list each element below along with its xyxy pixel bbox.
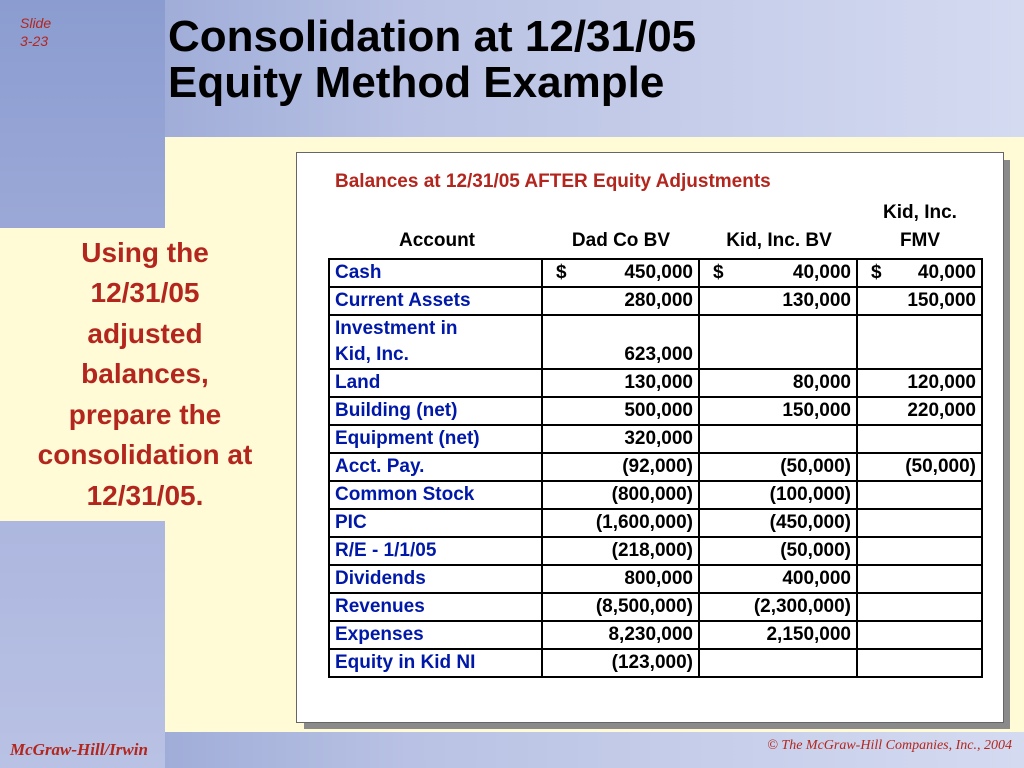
value: (50,000) [780, 540, 851, 561]
kid-bv-cell [699, 287, 857, 315]
account-label: Land [335, 372, 381, 393]
header-kid-fmv-line2: FMV [899, 230, 941, 251]
value: 130,000 [624, 372, 693, 393]
account-label: Equipment (net) [335, 428, 480, 449]
currency-symbol [705, 510, 713, 536]
currency-symbol [548, 566, 556, 592]
question-text [38, 233, 253, 517]
kid-fmv-cell [857, 453, 982, 481]
value: 450,000 [624, 262, 693, 283]
question-line: 12/31/05. [86, 479, 204, 511]
value: 280,000 [624, 290, 693, 311]
account-label: Acct. Pay. [335, 456, 425, 477]
currency-symbol [548, 622, 556, 648]
value: 623,000 [624, 344, 693, 365]
table-row [329, 565, 982, 593]
value: 500,000 [624, 400, 693, 421]
account-label: Dividends [335, 568, 426, 589]
kid-bv-cell [699, 259, 857, 287]
account-label: Investment in [335, 318, 458, 339]
question-line: prepare the [68, 398, 222, 430]
kid-bv-cell [699, 397, 857, 425]
table-row [329, 481, 982, 509]
value: (50,000) [905, 456, 976, 477]
currency-symbol [705, 538, 713, 564]
currency-symbol: $ [556, 262, 567, 283]
value: 320,000 [624, 428, 693, 449]
currency-symbol [548, 398, 556, 424]
value: (2,300,000) [753, 596, 851, 617]
kid-fmv-cell [857, 287, 982, 315]
kid-bv-cell [699, 593, 857, 621]
account-cell [329, 481, 542, 509]
question-box [0, 228, 290, 521]
kid-bv-cell [699, 537, 857, 565]
currency-symbol [548, 538, 556, 564]
account-label: R/E - 1/1/05 [335, 540, 437, 561]
header-kid-fmv-line1: Kid, Inc. [883, 202, 957, 223]
value: 400,000 [782, 568, 851, 589]
currency-symbol [548, 594, 556, 620]
table-title: Balances at 12/31/05 AFTER Equity Adjustments [335, 171, 771, 192]
title-line-2: Equity Method Example [168, 58, 665, 107]
question-line: balances, [81, 358, 209, 390]
value: (800,000) [611, 484, 693, 505]
currency-symbol [548, 454, 556, 480]
value: 40,000 [792, 262, 851, 283]
dad-bv-cell [542, 621, 699, 649]
value: (100,000) [769, 484, 851, 505]
slide-label: Slide [20, 15, 52, 31]
account-label: Equity in Kid NI [335, 652, 476, 673]
header-dad-bv: Dad Co BV [571, 230, 671, 251]
dad-bv-cell [542, 481, 699, 509]
table-panel [296, 152, 1004, 723]
account-label: Building (net) [335, 400, 458, 421]
slide-number [20, 14, 51, 50]
account-cell [329, 287, 542, 315]
account-cell [329, 537, 542, 565]
table-row [329, 453, 982, 481]
table-row [329, 537, 982, 565]
account-label: Expenses [335, 624, 424, 645]
dad-bv-cell [542, 649, 699, 677]
table-row [329, 509, 982, 537]
dad-bv-cell [542, 369, 699, 397]
balances-table-body [329, 259, 982, 677]
question-line: 12/31/05 [90, 277, 200, 309]
value: 8,230,000 [608, 624, 693, 645]
value: 220,000 [907, 400, 976, 421]
table-row [329, 593, 982, 621]
question-line: Using the [81, 236, 209, 268]
kid-bv-cell [699, 453, 857, 481]
currency-symbol [705, 482, 713, 508]
dad-bv-cell [542, 287, 699, 315]
currency-symbol [705, 566, 713, 592]
kid-fmv-cell [857, 369, 982, 397]
currency-symbol [548, 426, 556, 452]
value: 800,000 [624, 568, 693, 589]
dad-bv-cell [542, 453, 699, 481]
kid-bv-cell [699, 509, 857, 537]
table-row [329, 369, 982, 397]
kid-bv-cell [699, 315, 857, 369]
kid-bv-cell [699, 565, 857, 593]
table-row [329, 259, 982, 287]
currency-symbol [548, 650, 556, 676]
currency-symbol: $ [871, 262, 882, 283]
table-row [329, 621, 982, 649]
currency-symbol [863, 454, 871, 480]
dad-bv-cell [542, 315, 699, 369]
value: 2,150,000 [766, 624, 851, 645]
header-kid-bv: Kid, Inc. BV [726, 230, 832, 251]
currency-symbol [705, 454, 713, 480]
account-cell [329, 509, 542, 537]
account-cell [329, 397, 542, 425]
kid-fmv-cell [857, 593, 982, 621]
currency-symbol: $ [713, 262, 724, 283]
account-cell [329, 315, 542, 369]
currency-symbol [705, 622, 713, 648]
currency-symbol [548, 510, 556, 536]
dad-bv-cell [542, 425, 699, 453]
currency-symbol [705, 370, 713, 396]
value: (50,000) [780, 456, 851, 477]
kid-fmv-cell [857, 537, 982, 565]
currency-symbol [863, 370, 871, 396]
kid-bv-cell [699, 369, 857, 397]
currency-symbol [705, 288, 713, 314]
value: 80,000 [792, 372, 851, 393]
dad-bv-cell [542, 593, 699, 621]
account-cell [329, 425, 542, 453]
value: 150,000 [782, 400, 851, 421]
currency-symbol [548, 482, 556, 508]
title-line-1: Consolidation at 12/31/05 [168, 12, 697, 61]
value: 130,000 [782, 290, 851, 311]
account-cell [329, 453, 542, 481]
currency-symbol [548, 288, 556, 314]
kid-fmv-cell [857, 621, 982, 649]
slide-title [168, 14, 696, 106]
value: 120,000 [907, 372, 976, 393]
account-cell [329, 593, 542, 621]
kid-fmv-cell [857, 481, 982, 509]
kid-bv-cell [699, 649, 857, 677]
currency-symbol [705, 594, 713, 620]
question-line: adjusted [87, 317, 203, 349]
slide-number-value: 3-23 [20, 33, 49, 49]
account-label-line2: Kid, Inc. [335, 344, 409, 365]
kid-fmv-cell [857, 259, 982, 287]
balances-table [328, 258, 983, 678]
account-cell [329, 369, 542, 397]
account-cell [329, 565, 542, 593]
account-label: Common Stock [335, 484, 475, 505]
dad-bv-cell [542, 537, 699, 565]
account-label: Current Assets [335, 290, 471, 311]
value: (123,000) [611, 652, 693, 673]
currency-symbol [863, 288, 871, 314]
dad-bv-cell [542, 509, 699, 537]
account-cell [329, 259, 542, 287]
table-row [329, 425, 982, 453]
dad-bv-cell [542, 397, 699, 425]
currency-symbol [548, 370, 556, 396]
kid-bv-cell [699, 425, 857, 453]
table-row [329, 287, 982, 315]
footer-copyright: © The McGraw-Hill Companies, Inc., 2004 [767, 738, 1012, 753]
currency-symbol [863, 398, 871, 424]
value: (92,000) [622, 456, 693, 477]
kid-bv-cell [699, 481, 857, 509]
kid-fmv-cell [857, 315, 982, 369]
kid-fmv-cell [857, 397, 982, 425]
value: 40,000 [917, 262, 976, 283]
footer-publisher: McGraw-Hill/Irwin [10, 740, 148, 759]
value: (8,500,000) [595, 596, 693, 617]
value: (1,600,000) [595, 512, 693, 533]
table-row [329, 315, 982, 369]
kid-fmv-cell [857, 565, 982, 593]
currency-symbol [705, 398, 713, 424]
kid-fmv-cell [857, 649, 982, 677]
kid-bv-cell [699, 621, 857, 649]
currency-symbol [548, 342, 556, 368]
account-cell [329, 621, 542, 649]
value: (218,000) [611, 540, 693, 561]
dad-bv-cell [542, 259, 699, 287]
question-line: consolidation at [37, 439, 253, 471]
table-row [329, 397, 982, 425]
value: (450,000) [769, 512, 851, 533]
table-row [329, 649, 982, 677]
account-label: Revenues [335, 596, 425, 617]
account-cell [329, 649, 542, 677]
kid-fmv-cell [857, 509, 982, 537]
account-label: PIC [335, 512, 367, 533]
value: 150,000 [907, 290, 976, 311]
account-label: Cash [335, 262, 382, 283]
kid-fmv-cell [857, 425, 982, 453]
header-account: Account [399, 230, 475, 251]
dad-bv-cell [542, 565, 699, 593]
